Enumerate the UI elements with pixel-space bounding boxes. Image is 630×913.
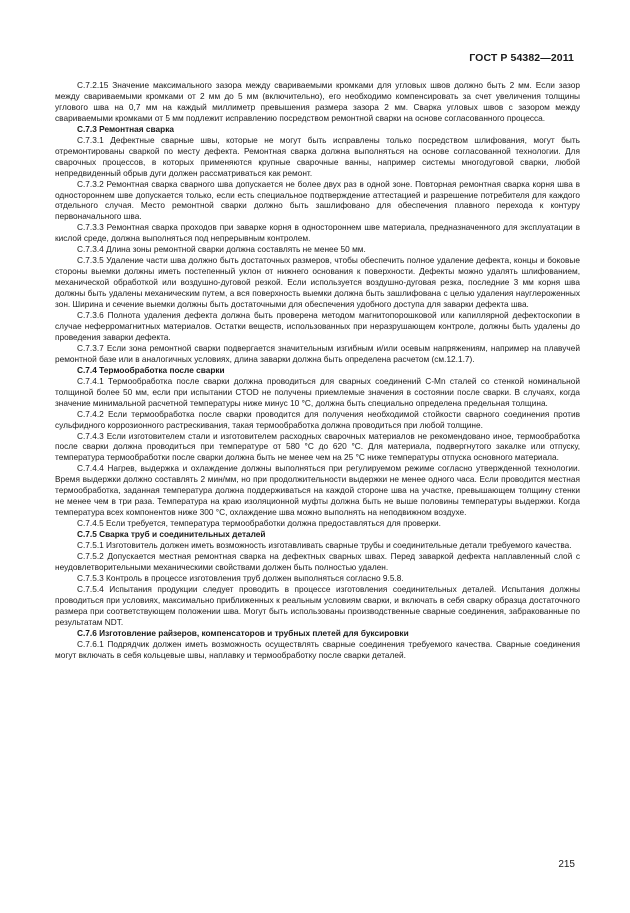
paragraph: С.7.3.7 Если зона ремонтной сварки подвергается значительным изгибным и/или осевым напряжениям, например на плавучей ремонтной базе или в аналогичных условиях, длина заварки должна быть определена расчетом (см.12.1.7).	[55, 342, 580, 364]
paragraph: С.7.3.1 Дефектные сварные швы, которые не могут быть исправлены только посредством шлифования, могут быть отремонтированы сваркой по месту дефекта. Ремонтная сварка должна выполняться на основе согласованной технологии. Для сварочных процессов, в которых применяются крупные сварочные ванны, например системы многодуговой сварки, любой непредвиденный обрыв дуги должен рассматриваться как ремонт.	[55, 134, 580, 178]
paragraph: С.7.3.2 Ремонтная сварка сварного шва допускается не более двух раз в одной зоне. Повторная ремонтная сварка корня шва в одностороннем шве допускается только, если есть специальное подтверждение аттестацией и разрешение потребителя для каждого отдельного случая. Место ремонтной сварки должно быть зашлифовано для обеспечения плавного перехода к контуру первоначального шва.	[55, 178, 580, 222]
paragraph: С.7.4.4 Нагрев, выдержка и охлаждение должны выполняться при регулируемом режиме согласно утвержденной технологии. Время выдержки должно составлять 2 мин/мм, но при продолжительности выдержки не менее одного часа. Если проводится местная термообработка, заданная температура должна поддерживаться на каждой стороне шва на участке, превышающем толщину стенки не менее чем в три раза. Температура на краю изоляционной муфты должна быть не выше половины температуры выдержки. Когда температура всех компонентов ниже 300 °С, охлаждение шва можно выполнять на неподвижном воздухе.	[55, 463, 580, 518]
paragraph: С.7.3.5 Удаление части шва должно быть достаточных размеров, чтобы обеспечить полное удаление дефекта, концы и боковые стороны выемки должны иметь постепенный уклон от нижнего основания к поверхности. Дефекты можно удалять шлифованием, механической обработкой или воздушно-дуговой резкой. Если используется воздушно-дуговая резка, последние 3 мм корня шва должны быть удалены механическим путем, а вся поверхность выемки должна быть зашлифована с целью удаления науглероженных зон. Ширина и сечение выемки должны быть достаточными для обеспечения удобного доступа для заварки дефекта шва.	[55, 255, 580, 310]
paragraph: С.7.5.2 Допускается местная ремонтная сварка на дефектных сварных швах. Перед заваркой дефекта наплавленный слой с неудовлетворительными механическими свойствами должен быть полностью удален.	[55, 550, 580, 572]
paragraph: С.7.3.3 Ремонтная сварка проходов при заварке корня в одностороннем шве материала, предназначенного для эксплуатации в кислой среде, должна выполняться под непрерывным контролем.	[55, 222, 580, 244]
document-body	[55, 80, 580, 661]
paragraph: С.7.4.3 Если изготовителем стали и изготовителем расходных сварочных материалов не рекомендовано иное, термообработка после сварки должна проводиться при температуре от 580 °С до 620 °С. Для материала, подвергнутого закалке или отпуску, температура термообработки после сварки должна быть не менее чем на 25 °С ниже температуры отпуска основного материала.	[55, 430, 580, 463]
standard-header: ГОСТ Р 54382—2011	[469, 52, 574, 64]
paragraph: С.7.5.4 Испытания продукции следует проводить в процессе изготовления соединительных деталей. Испытания должны проводиться при условиях, максимально приближенных к реальным условиям сварки, и включать в себя сварку образца достаточного размера при соответствующем положении шва. Могут быть использованы производственные сварные соединения, забракованные по результатам NDT.	[55, 583, 580, 627]
paragraph: С.7.5.3 Контроль в процессе изготовления труб должен выполняться согласно 9.5.8.	[77, 572, 404, 583]
paragraph: С.7.6.1 Подрядчик должен иметь возможность осуществлять сварные соединения требуемого качества. Сварные соединения могут включать в себя кольцевые швы, наплавку и термообработку после сварки деталей.	[55, 638, 580, 660]
paragraph: С.7.3.4 Длина зоны ремонтной сварки должна составлять не менее 50 мм.	[77, 244, 366, 255]
section-heading: С.7.4 Термообработка после сварки	[77, 364, 225, 375]
section-heading: С.7.3 Ремонтная сварка	[77, 123, 174, 134]
page-number: 215	[558, 859, 575, 870]
section-heading: С.7.6 Изготовление райзеров, компенсаторов и трубных плетей для буксировки	[77, 627, 409, 638]
section-heading: С.7.5 Сварка труб и соединительных деталей	[77, 529, 266, 540]
paragraph: С.7.4.5 Если требуется, температура термообработки должна предоставляться для проверки.	[77, 518, 441, 529]
paragraph: С.7.4.2 Если термообработка после сварки проводится для получения необходимой стойкости сварного соединения против сульфидного коррозионного растрескивания, такая термообработка должна проводиться при любой толщине.	[55, 408, 580, 430]
paragraph: С.7.4.1 Термообработка после сварки должна проводиться для сварных соединений С-Mn сталей со стенкой номинальной толщиной более 50 мм, если при испытании CTOD не получены приемлемые значения в состоянии после сварки. В случаях, когда значение минимальной расчетной температуры ниже минус 10 °С, должна быть специально определена предельная толщина.	[55, 375, 580, 408]
paragraph: С.7.5.1 Изготовитель должен иметь возможность изготавливать сварные трубы и соединительные детали требуемого качества.	[77, 540, 572, 551]
paragraph: С.7.3.6 Полнота удаления дефекта должна быть проверена методом магнитопорошковой или капиллярной дефектоскопии в случае неферромагнитных материалов. Остатки веществ, использованных при неразрушающем контроле, должны быть удалены до проведения заварки дефекта.	[55, 310, 580, 342]
paragraph: С.7.2.15 Значение максимального зазора между свариваемыми кромками для угловых швов должно быть 2 мм. Если зазор между свариваемыми кромками от 2 мм до 5 мм (включительно), его необходимо компенсировать за счет увеличения толщины углового шва на 0,7 мм на каждый миллиметр превышения размера зазора 2 мм. Сварка угловых швов с зазором между свариваемыми кромками от 5 мм подлежит исправлению посредством ремонтной сварки на основе согласованного процесса.	[55, 80, 580, 123]
